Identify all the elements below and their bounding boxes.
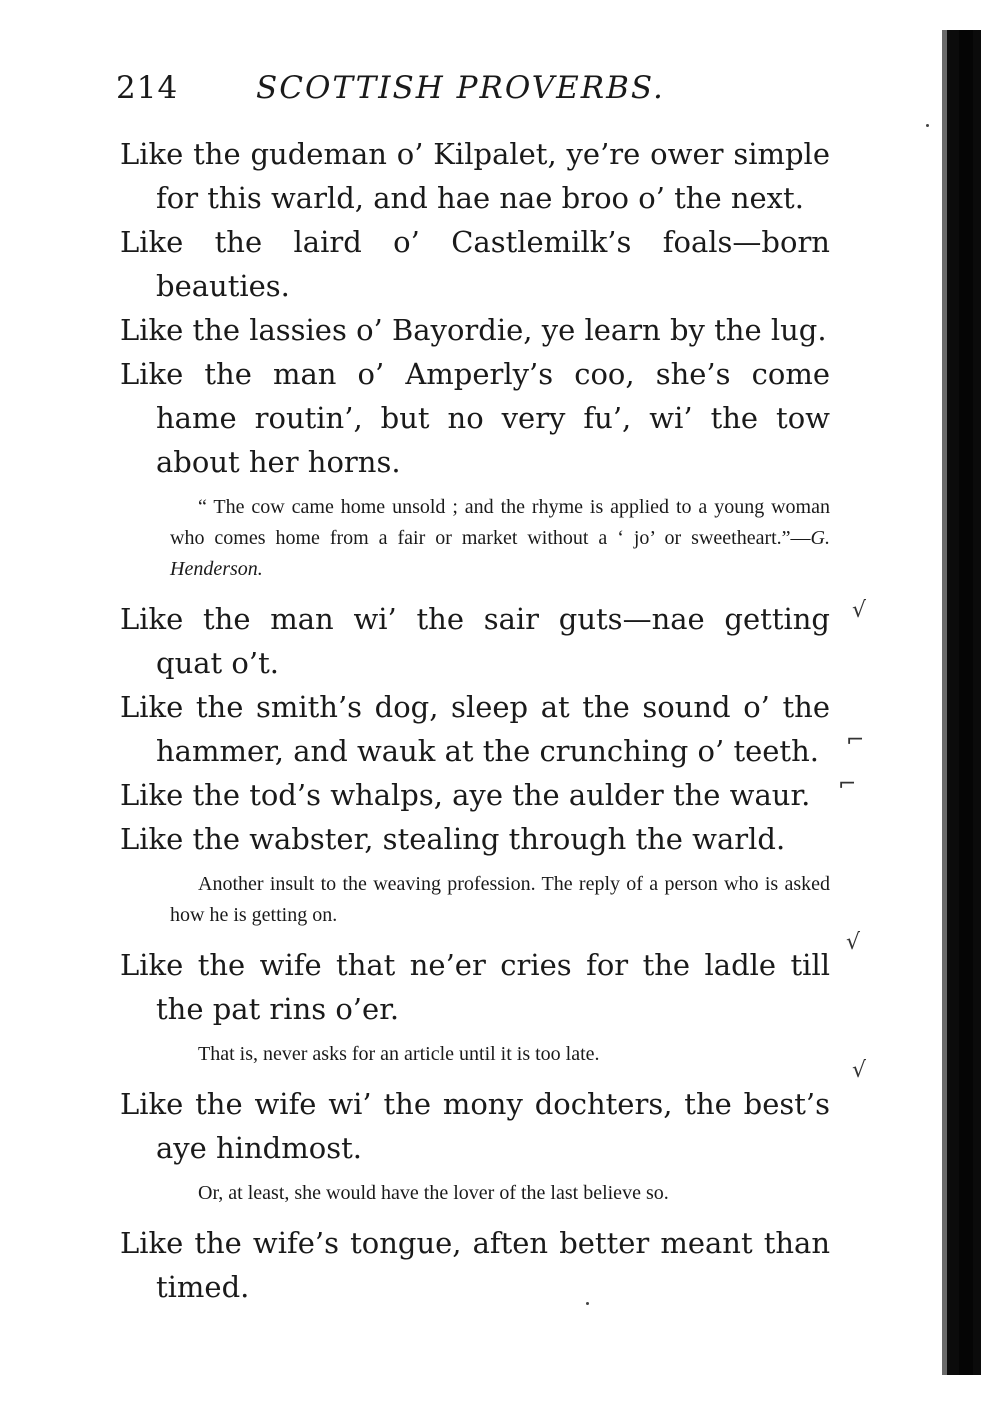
proverb-entry: Like the laird o’ Castlemilk’s foals—born beauties. — [120, 225, 830, 303]
note-text: “ The cow came home unsold ; and the rhyme is applied to a young woman who comes home from a fair or market without a ‘ jo’ or sweetheart.”— — [170, 496, 830, 549]
proverb-entry: Like the wife that ne’er cries for the ladle till the pat rins o’er. — [120, 948, 830, 1026]
proverb-entry: Like the wife’s tongue, aften better meant than timed. — [120, 1226, 830, 1304]
proverb-entry: Like the wife wi’ the mony dochters, the best’s aye hindmost. — [120, 1087, 830, 1165]
tick-mark-icon: ⌐ — [838, 772, 857, 797]
spine-core — [959, 30, 973, 1375]
explanatory-note: Or, at least, she would have the lover of the last believe so. — [198, 1182, 669, 1204]
check-mark-icon: √ — [852, 1058, 867, 1083]
note-author: G. Henderson. — [170, 527, 830, 580]
running-title: SCOTTISH PROVERBS. — [256, 70, 665, 106]
explanatory-note — [170, 492, 830, 585]
page-number: 214 — [116, 70, 179, 106]
page-body — [120, 132, 830, 1309]
page-header — [116, 70, 836, 110]
proverb-entry: Like the tod’s whalps, aye the aulder the waur. — [120, 778, 811, 812]
book-spine-shadow — [942, 30, 981, 1375]
proverb-entry: Like the man o’ Amperly’s coo, she’s come hame routin’, but no very fu’, wi’ the tow about her horns. — [120, 357, 830, 479]
explanatory-note: That is, never asks for an article until it is too late. — [198, 1043, 600, 1065]
ink-speck — [926, 124, 929, 127]
tick-mark-icon: ⌐ — [846, 728, 865, 753]
proverb-entry: Like the lassies o’ Bayordie, ye learn by the lug. — [120, 313, 827, 347]
proverb-entry: Like the gudeman o’ Kilpalet, ye’re ower simple for this warld, and hae nae broo o’ the next. — [120, 137, 830, 215]
proverb-entry: Like the smith’s dog, sleep at the sound o’ the hammer, and wauk at the crunching o’ teeth. — [120, 690, 830, 768]
ink-speck — [586, 1302, 589, 1305]
explanatory-note: Another insult to the weaving profession. The reply of a person who is asked how he is getting on. — [170, 873, 830, 926]
proverb-entry: Like the wabster, stealing through the warld. — [120, 822, 786, 856]
proverb-entry: Like the man wi’ the sair guts—nae getting quat o’t. — [120, 602, 830, 680]
check-mark-icon: √ — [846, 930, 861, 955]
check-mark-icon: √ — [852, 598, 867, 623]
